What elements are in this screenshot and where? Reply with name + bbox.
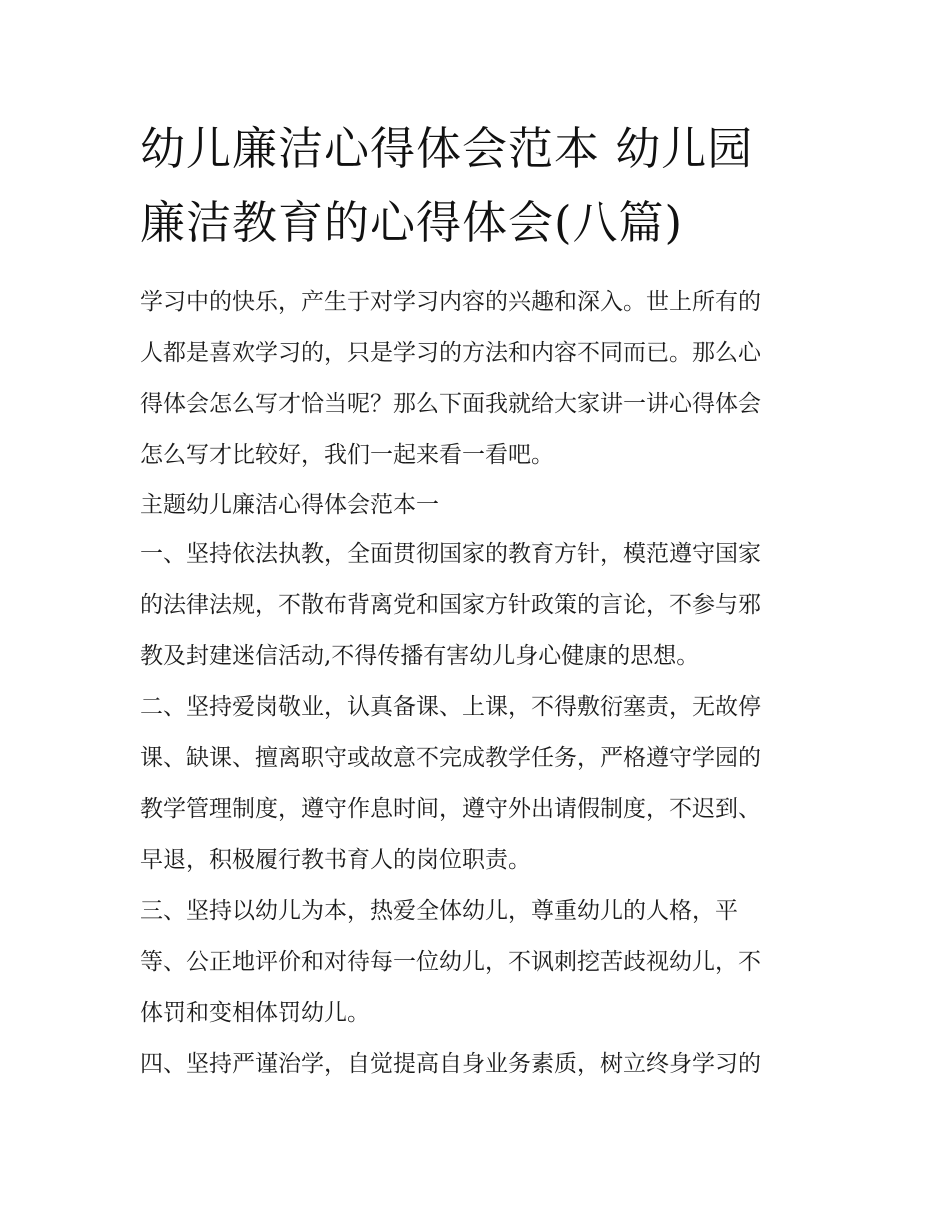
body-text-line: 四、坚持严谨治学，自觉提高自身业务素质，树立终身学习的: [140, 1051, 761, 1077]
body-text-line: 教及封建迷信活动,不得传播有害幼儿身心健康的思想。: [140, 643, 700, 669]
title-line-1: 幼儿廉洁心得体会范本 幼儿园: [140, 122, 754, 175]
body-text-line: 的法律法规，不散布背离党和国家方针政策的言论，不参与邪: [140, 592, 761, 618]
body-text-line: 二、坚持爱岗敬业，认真备课、上课，不得敷衍塞责，无故停: [140, 694, 761, 720]
document-title: [140, 112, 820, 260]
body-text-line: 人都是喜欢学习的，只是学习的方法和内容不同而已。那么心: [140, 340, 761, 366]
title-line-2: 廉洁教育的心得体会(八篇): [140, 196, 684, 249]
body-text-line: 早退，积极履行教书育人的岗位职责。: [140, 847, 531, 873]
body-text-line: 怎么写才比较好，我们一起来看一看吧。: [140, 442, 554, 468]
body-text-line: 一、坚持依法执教，全面贯彻国家的教育方针，模范遵守国家: [140, 541, 761, 567]
body-text-line: 得体会怎么写才恰当呢？那么下面我就给大家讲一讲心得体会: [140, 391, 761, 417]
body-text-line: 等、公正地评价和对待每一位幼儿，不讽刺挖苦歧视幼儿，不: [140, 949, 761, 975]
body-text-line: 教学管理制度，遵守作息时间，遵守外出请假制度，不迟到、: [140, 796, 761, 822]
body-text-line: 学习中的快乐，产生于对学习内容的兴趣和深入。世上所有的: [140, 289, 761, 315]
body-text-line: 课、缺课、擅离职守或故意不完成教学任务，严格遵守学园的: [140, 745, 761, 771]
section-heading: 主题幼儿廉洁心得体会范本一: [140, 492, 439, 518]
body-text-line: 体罚和变相体罚幼儿。: [140, 1000, 370, 1026]
body-text-line: 三、坚持以幼儿为本，热爱全体幼儿，尊重幼儿的人格，平: [140, 898, 738, 924]
